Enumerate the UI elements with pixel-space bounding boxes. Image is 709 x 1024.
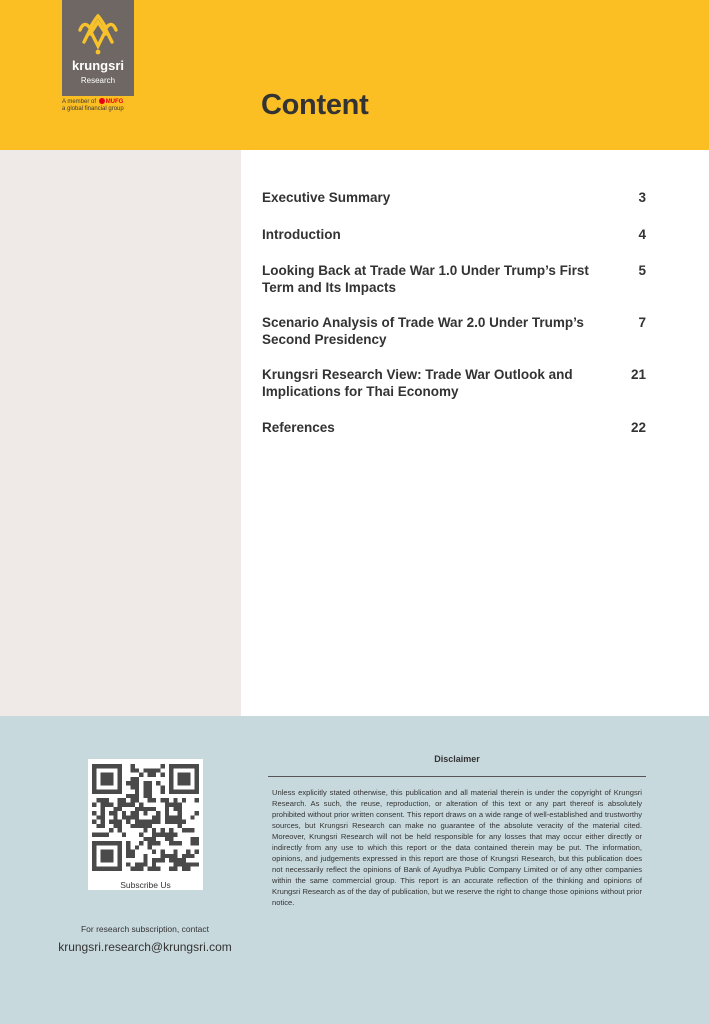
- table-of-contents: [262, 189, 646, 436]
- toc-entry-page: 3: [638, 190, 646, 205]
- toc-entry-title: Introduction: [262, 227, 341, 242]
- member-tagline-text: a global financial group: [62, 106, 124, 112]
- toc-entry-title: Krungsri Research View: Trade War Outlook and Implications for Thai Economy: [262, 367, 573, 399]
- contact-email-link[interactable]: krungsri.research@krungsri.com: [58, 940, 232, 954]
- page-title: Content: [261, 89, 369, 121]
- header-banner: [0, 0, 709, 150]
- member-prefix: A member of: [62, 99, 97, 105]
- toc-entry-title: Executive Summary: [262, 190, 391, 205]
- brand-subtitle: Research: [80, 76, 116, 85]
- toc-entry-page: 22: [630, 420, 646, 435]
- toc-entry[interactable]: [262, 366, 646, 400]
- toc-entry-page: 21: [630, 367, 646, 382]
- disclaimer-body: Unless explicitly stated otherwise, this publication and all material therein is under the copyright of Krungsri Research. As such, the reuse, reproduction, or alteration of this text or any part thereof is absolutely prohibited without prior written consent. This report draws on a wide range of well-established and trustworthy sources, but Krungsri Research can make no guarantee of the absolute veracity of the material cited. Moreover, Krungsri Research will not be held responsible for any losses that may occur either directly or indirectly from any use to which this report or the data contained therein may be put. The information, opinions, and judgements expressed in this report are those of Krungsri Research, but this publication does not necessarily reflect the opinions of Bank of Ayudhya Public Company Limited or of any other companies within the same commercial group. This report is an accurate reflection of the thinking and opinions of Krungsri Research as of the day of publication, but we reserve the right to change those opinions without prior notice.: [272, 788, 642, 907]
- brand-name: krungsri: [71, 58, 124, 73]
- toc-entry[interactable]: [262, 189, 646, 206]
- toc-entry-title: Scenario Analysis of Trade War 2.0 Under Trump’s Second Presidency: [262, 315, 584, 347]
- brand-logo: [62, 0, 134, 96]
- qr-caption: Subscribe Us: [120, 880, 171, 890]
- member-tagline: [62, 98, 124, 113]
- toc-entry[interactable]: [262, 419, 646, 436]
- footer: [0, 716, 709, 1024]
- disclaimer-divider: [268, 776, 646, 777]
- toc-entry[interactable]: [262, 314, 646, 348]
- subscribe-qr-code[interactable]: [88, 759, 203, 890]
- left-panel: [0, 150, 241, 716]
- toc-entry-page: 5: [638, 263, 646, 278]
- toc-entry[interactable]: [262, 262, 646, 296]
- toc-entry-title: References: [262, 420, 335, 435]
- toc-entry[interactable]: [262, 226, 646, 243]
- contact-text: For research subscription, contact: [80, 924, 210, 934]
- disclaimer-title: Disclaimer: [434, 754, 480, 764]
- krungsri-emblem-icon: [76, 12, 120, 56]
- mufg-logo-icon: [99, 98, 105, 104]
- toc-entry-page: 7: [638, 315, 646, 330]
- qr-code-icon: [92, 764, 199, 871]
- toc-entry-page: 4: [638, 227, 646, 242]
- member-org: MUFG: [105, 99, 124, 105]
- toc-entry-title: Looking Back at Trade War 1.0 Under Trump’s First Term and Its Impacts: [262, 263, 589, 295]
